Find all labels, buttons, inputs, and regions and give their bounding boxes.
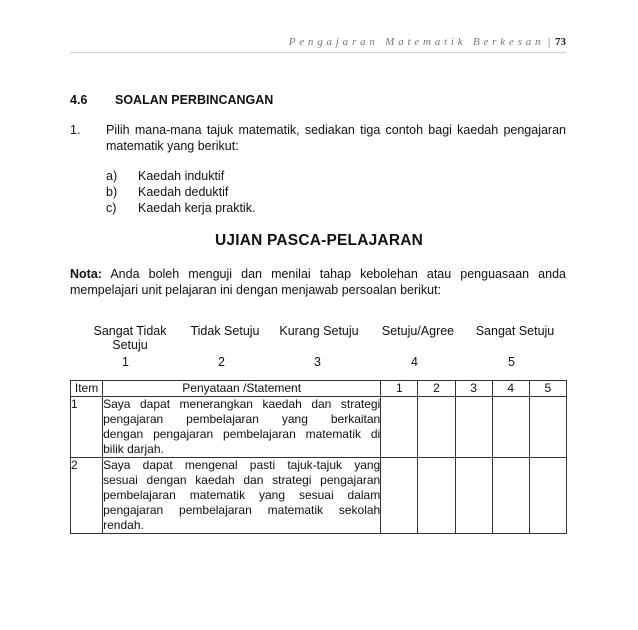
row-2-line-1: Saya dapat mengenal pasti tajuk-tajuk yang [103, 458, 381, 472]
row-1-line-3: dengan pengajaran pembelajaran matematik di [103, 427, 381, 441]
header-item: Item [71, 381, 103, 397]
row-2-score-5-cell[interactable] [529, 458, 566, 534]
row-2-line-3: pembelajaran matematik yang sesuai dalam [103, 488, 381, 502]
option-text-a: Kaedah induktif [138, 169, 225, 183]
page-number: 73 [555, 36, 566, 48]
scale-label-5: Sangat Setuju [475, 324, 555, 338]
header-score-5: 5 [529, 381, 566, 397]
option-letter-a: a) [106, 169, 118, 183]
table-row [71, 397, 567, 458]
scale-label-1-line-1: Sangat Tidak [93, 324, 167, 338]
option-letter-b: b) [106, 185, 118, 199]
question-text [106, 122, 566, 154]
scale-value-1: 1 [122, 355, 129, 369]
row-1-score-2-cell[interactable] [418, 397, 455, 458]
row-2-score-3-cell[interactable] [455, 458, 492, 534]
row-1-item: 1 [71, 397, 103, 458]
row-1-line-1: Saya dapat menerangkan kaedah dan strategi [103, 397, 381, 411]
table-row [71, 458, 567, 534]
option-text-c: Kaedah kerja praktik. [138, 201, 256, 215]
row-1-statement [103, 397, 381, 458]
header-score-4: 4 [492, 381, 529, 397]
nota-label: Nota: [70, 267, 102, 281]
section-title: SOALAN PERBINCANGAN [115, 93, 274, 107]
nota-line-2: mempelajari unit pelajaran ini dengan menjawab persoalan berikut: [70, 283, 442, 297]
row-1-score-5-cell[interactable] [529, 397, 566, 458]
header-score-2: 2 [418, 381, 455, 397]
section-number: 4.6 [70, 93, 88, 107]
row-2-statement [103, 458, 381, 534]
row-1-score-3-cell[interactable] [455, 397, 492, 458]
row-1-score-4-cell[interactable] [492, 397, 529, 458]
scale-label-4: Setuju/Agree [381, 324, 455, 338]
row-1-line-2: pengajaran pembelajaran yang berkaitan [103, 412, 381, 426]
row-2-score-4-cell[interactable] [492, 458, 529, 534]
header-score-3: 3 [455, 381, 492, 397]
scale-value-2: 2 [218, 355, 225, 369]
scale-label-2: Tidak Setuju [190, 324, 260, 338]
scale-label-3: Kurang Setuju [279, 324, 359, 338]
option-letter-c: c) [106, 201, 117, 215]
header-statement: Penyataan /Statement [103, 381, 381, 397]
scale-value-5: 5 [508, 355, 515, 369]
question-line-1: Pilih mana-mana tajuk matematik, sediakan tiga contoh bagi kaedah pengajaran [106, 123, 566, 137]
row-2-line-4: pengajaran pembelajaran matematik sekolah [103, 503, 381, 517]
question-line-2: matematik yang berikut: [106, 139, 239, 153]
question-number: 1. [70, 123, 81, 137]
header-rule [70, 52, 566, 53]
scale-value-3: 3 [314, 355, 321, 369]
survey-table [70, 380, 567, 534]
nota-line-1-text: Anda boleh menguji dan menilai tahap kebolehan atau penguasaan anda [101, 267, 566, 281]
running-header [70, 36, 566, 48]
row-2-item: 2 [71, 458, 103, 534]
scale-label-1 [86, 324, 174, 352]
ujian-title: UJIAN PASCA-PELAJARAN [214, 232, 424, 249]
row-2-line-5: rendah. [103, 518, 144, 532]
row-2-score-2-cell[interactable] [418, 458, 455, 534]
scale-value-4: 4 [411, 355, 418, 369]
scale-label-1-line-2: Setuju [112, 338, 148, 352]
header-separator: | [548, 36, 551, 48]
table-header-row [71, 381, 567, 397]
row-2-line-2: sesuai dengan kaedah dan strategi pengajaran [103, 473, 381, 487]
row-2-score-1-cell[interactable] [381, 458, 418, 534]
option-text-b: Kaedah deduktif [138, 185, 229, 199]
header-score-1: 1 [381, 381, 418, 397]
row-1-score-1-cell[interactable] [381, 397, 418, 458]
row-1-line-4: bilik darjah. [103, 442, 164, 456]
nota-line-1 [70, 266, 566, 282]
nota-paragraph [70, 266, 566, 298]
header-series-title: Pengajaran Matematik Berkesan [288, 36, 545, 48]
